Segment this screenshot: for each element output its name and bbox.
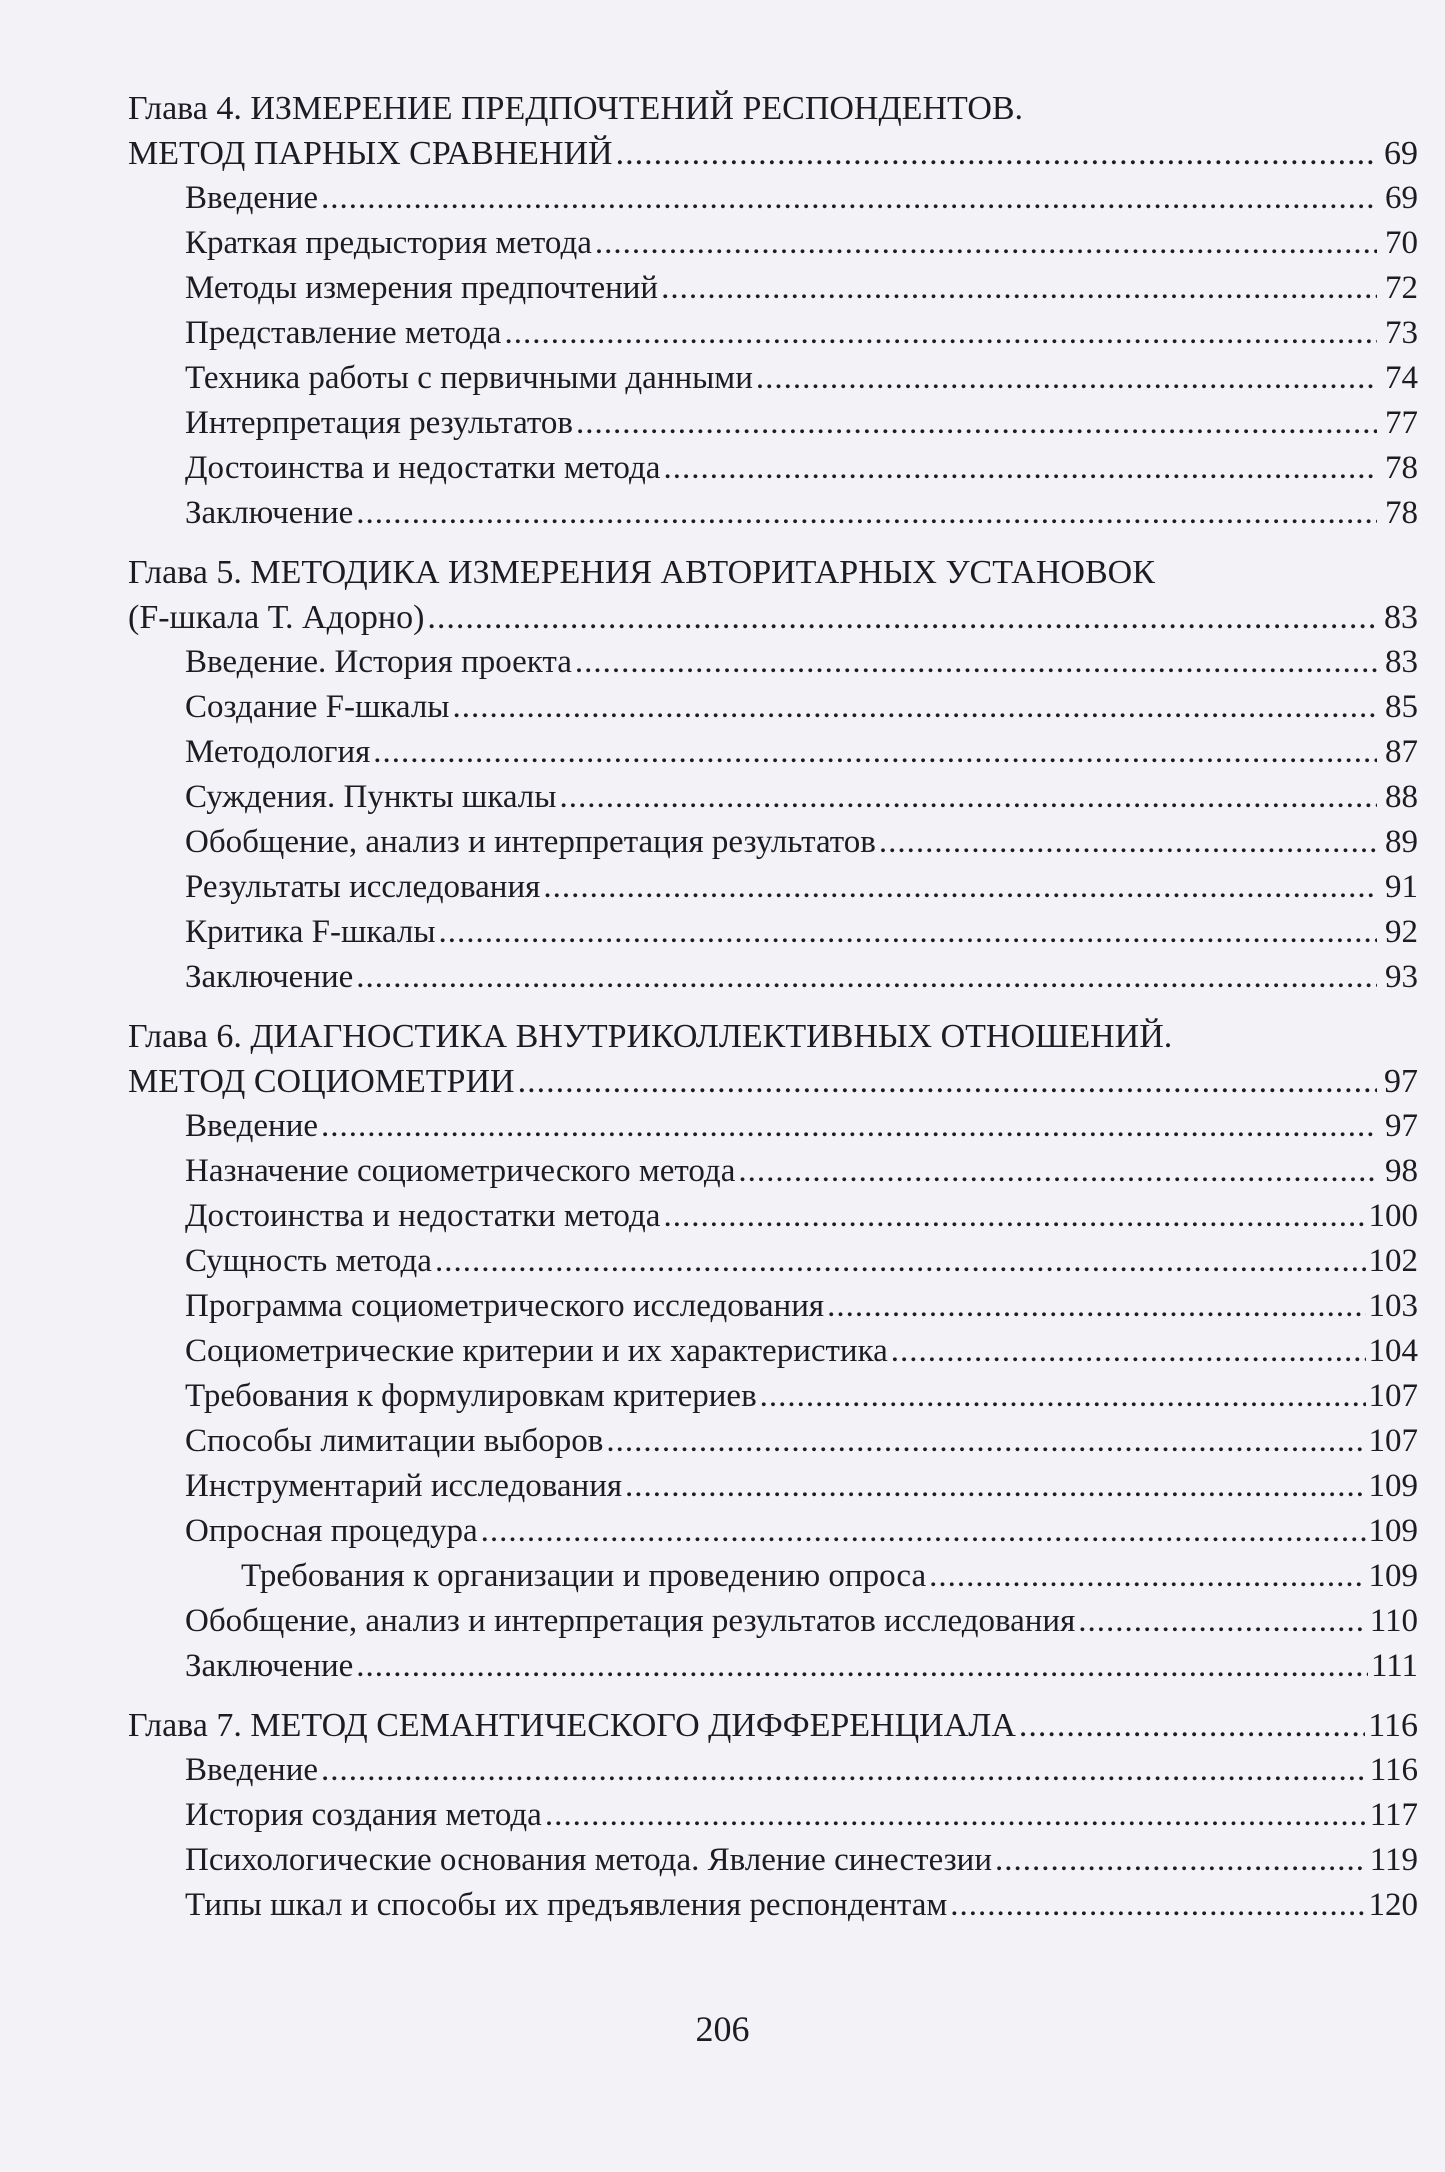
chapter-title: Глава 7. МЕТОД СЕМАНТИЧЕСКОГО ДИФФЕРЕНЦИАЛА: [128, 1707, 1016, 1744]
chapter-gap: [128, 536, 1418, 550]
dot-leader: [356, 955, 1377, 1000]
chapter-heading-cont: [128, 131, 1418, 176]
dot-leader: [576, 401, 1377, 446]
chapter-heading-cont: [128, 595, 1418, 640]
entry-page: 109: [1368, 1513, 1418, 1549]
dot-leader: [356, 1644, 1368, 1689]
dot-leader: [435, 1239, 1366, 1284]
toc-entry: [128, 1239, 1418, 1284]
entry-title: Методы измерения предпочтений: [185, 270, 659, 306]
toc-entry: [128, 1149, 1418, 1194]
toc-entry: [128, 1748, 1418, 1793]
entry-title: Опросная процедура: [185, 1513, 478, 1549]
entry-title: История создания метода: [185, 1797, 542, 1833]
dot-leader: [891, 1329, 1366, 1374]
toc-entry: [128, 1374, 1418, 1419]
dot-leader: [738, 1149, 1377, 1194]
entry-title: Результаты исследования: [185, 869, 541, 905]
entry-title: Методология: [185, 734, 371, 770]
chapter-page: 116: [1368, 1707, 1418, 1744]
toc-entry: [128, 1554, 1418, 1599]
chapter-page: 83: [1384, 599, 1418, 636]
entry-page: 98: [1385, 1153, 1418, 1189]
entry-title: Введение. История проекта: [185, 644, 572, 680]
entry-title: Заключение: [185, 1648, 354, 1684]
dot-leader: [1019, 1703, 1365, 1748]
dot-leader: [427, 595, 1377, 640]
dot-leader: [879, 820, 1377, 865]
toc-entry: [128, 446, 1418, 491]
chapter-title: Глава 4. ИЗМЕРЕНИЕ ПРЕДПОЧТЕНИЙ РЕСПОНДЕНТОВ.: [128, 90, 1024, 127]
entry-page: 83: [1385, 644, 1418, 680]
dot-leader: [452, 685, 1377, 730]
dot-leader: [373, 730, 1377, 775]
entry-page: 69: [1385, 180, 1418, 216]
chapter-subtitle: (F-шкала Т. Адорно): [128, 599, 425, 636]
dot-leader: [995, 1838, 1367, 1883]
dot-leader: [545, 1793, 1367, 1838]
toc-entry: [128, 1329, 1418, 1374]
entry-page: 72: [1385, 270, 1418, 306]
entry-page: 116: [1369, 1752, 1418, 1788]
entry-title: Интерпретация результатов: [185, 405, 573, 441]
chapter-title: Глава 6. ДИАГНОСТИКА ВНУТРИКОЛЛЕКТИВНЫХ ОТНОШЕНИЙ.: [128, 1018, 1173, 1055]
dot-leader: [663, 1194, 1365, 1239]
entry-title: Суждения. Пункты шкалы: [185, 779, 557, 815]
toc-entry: [128, 1793, 1418, 1838]
entry-title: Техника работы с первичными данными: [185, 360, 753, 396]
toc-entry: [128, 356, 1418, 401]
entry-title: Заключение: [185, 959, 354, 995]
toc-entry: [128, 1883, 1418, 1928]
dot-leader: [321, 1748, 1367, 1793]
dot-leader: [616, 131, 1377, 176]
toc-entry: [128, 1838, 1418, 1883]
toc-entry: [128, 640, 1418, 685]
entry-title: Назначение социометрического метода: [185, 1153, 736, 1189]
entry-page: 119: [1369, 1842, 1418, 1878]
toc-entry: [128, 1599, 1418, 1644]
dot-leader: [321, 176, 1377, 221]
dot-leader: [950, 1883, 1365, 1928]
chapter-heading: [128, 1014, 1418, 1059]
entry-page: 77: [1385, 405, 1418, 441]
dot-leader: [543, 865, 1377, 910]
dot-leader: [625, 1464, 1365, 1509]
entry-title: Требования к формулировкам критериев: [185, 1378, 757, 1414]
entry-page: 110: [1369, 1603, 1418, 1639]
entry-page: 109: [1368, 1468, 1418, 1504]
entry-title: Достоинства и недостатки метода: [185, 450, 661, 486]
entry-title: Инструментарий исследования: [185, 1468, 623, 1504]
dot-leader: [481, 1509, 1366, 1554]
toc-entry: [128, 401, 1418, 446]
toc-entry: [128, 820, 1418, 865]
chapter-gap: [128, 1689, 1418, 1703]
dot-leader: [559, 775, 1377, 820]
entry-page: 102: [1368, 1243, 1418, 1279]
entry-page: 111: [1370, 1648, 1418, 1684]
entry-title: Типы шкал и способы их предъявления респондентам: [185, 1887, 948, 1923]
entry-title: Психологические основания метода. Явление синестезии: [185, 1842, 992, 1878]
chapter-title: Глава 5. МЕТОДИКА ИЗМЕРЕНИЯ АВТОРИТАРНЫХ УСТАНОВОК: [128, 554, 1155, 591]
dot-leader: [575, 640, 1377, 685]
toc-entry: [128, 775, 1418, 820]
toc-entry: [128, 266, 1418, 311]
entry-page: 78: [1385, 495, 1418, 531]
entry-page: 93: [1385, 959, 1418, 995]
toc-entry: [128, 1284, 1418, 1329]
entry-title: Критика F-шкалы: [185, 914, 436, 950]
dot-leader: [518, 1059, 1377, 1104]
entry-title: Требования к организации и проведению опроса: [241, 1558, 927, 1594]
entry-title: Сущность метода: [185, 1243, 432, 1279]
entry-page: 92: [1385, 914, 1418, 950]
toc-entry: [128, 221, 1418, 266]
entry-page: 88: [1385, 779, 1418, 815]
toc-entry: [128, 1194, 1418, 1239]
entry-title: Представление метода: [185, 315, 502, 351]
entry-page: 74: [1385, 360, 1418, 396]
dot-leader: [606, 1419, 1365, 1464]
dot-leader: [595, 221, 1377, 266]
entry-title: Обобщение, анализ и интерпретация результатов: [185, 824, 876, 860]
entry-title: Создание F-шкалы: [185, 689, 450, 725]
entry-page: 120: [1368, 1887, 1418, 1923]
page-number: 206: [695, 2009, 750, 2049]
entry-title: Введение: [185, 1108, 319, 1144]
entry-page: 104: [1368, 1333, 1418, 1369]
entry-page: 97: [1385, 1108, 1418, 1144]
entry-page: 117: [1369, 1797, 1418, 1833]
dot-leader: [661, 266, 1377, 311]
chapter-subtitle: МЕТОД ПАРНЫХ СРАВНЕНИЙ: [128, 135, 613, 172]
entry-title: Достоинства и недостатки метода: [185, 1198, 661, 1234]
dot-leader: [321, 1104, 1377, 1149]
entry-title: Заключение: [185, 495, 354, 531]
toc-entry: [128, 1419, 1418, 1464]
entry-page: 91: [1385, 869, 1418, 905]
toc-entry: [128, 955, 1418, 1000]
toc-entry: [128, 730, 1418, 775]
entry-page: 89: [1385, 824, 1418, 860]
entry-page: 70: [1385, 225, 1418, 261]
chapter-page: 69: [1384, 135, 1418, 172]
dot-leader: [760, 1374, 1366, 1419]
toc-entry: [128, 685, 1418, 730]
entry-page: 85: [1385, 689, 1418, 725]
entry-title: Введение: [185, 180, 319, 216]
chapter-heading-cont: [128, 1059, 1418, 1104]
chapter-heading: [128, 550, 1418, 595]
chapter-heading: [128, 86, 1418, 131]
chapter-subtitle: МЕТОД СОЦИОМЕТРИИ: [128, 1063, 515, 1100]
entry-page: 107: [1368, 1378, 1418, 1414]
entry-title: Программа социометрического исследования: [185, 1288, 825, 1324]
entry-page: 87: [1385, 734, 1418, 770]
entry-page: 100: [1368, 1198, 1418, 1234]
entry-page: 73: [1385, 315, 1418, 351]
toc-entry: [128, 1509, 1418, 1554]
dot-leader: [1078, 1599, 1366, 1644]
entry-title: Обобщение, анализ и интерпретация результатов исследования: [185, 1603, 1076, 1639]
toc-entry: [128, 1104, 1418, 1149]
table-of-contents: [128, 86, 1418, 1928]
dot-leader: [439, 910, 1377, 955]
entry-title: Краткая предыстория метода: [185, 225, 592, 261]
entry-title: Социометрические критерии и их характеристика: [185, 1333, 888, 1369]
toc-entry: [128, 311, 1418, 356]
dot-leader: [756, 356, 1377, 401]
entry-title: Способы лимитации выборов: [185, 1423, 604, 1459]
toc-entry: [128, 865, 1418, 910]
dot-leader: [663, 446, 1377, 491]
dot-leader: [356, 491, 1377, 536]
dot-leader: [827, 1284, 1365, 1329]
entry-page: 103: [1368, 1288, 1418, 1324]
toc-entry: [128, 1464, 1418, 1509]
dot-leader: [929, 1554, 1365, 1599]
dot-leader: [504, 311, 1377, 356]
toc-entry: [128, 1644, 1418, 1689]
chapter-gap: [128, 1000, 1418, 1014]
entry-page: 109: [1368, 1558, 1418, 1594]
entry-title: Введение: [185, 1752, 319, 1788]
chapter-page: 97: [1384, 1063, 1418, 1100]
toc-entry: [128, 176, 1418, 221]
entry-page: 78: [1385, 450, 1418, 486]
toc-entry: [128, 491, 1418, 536]
entry-page: 107: [1368, 1423, 1418, 1459]
toc-entry: [128, 910, 1418, 955]
chapter-heading: [128, 1703, 1418, 1748]
